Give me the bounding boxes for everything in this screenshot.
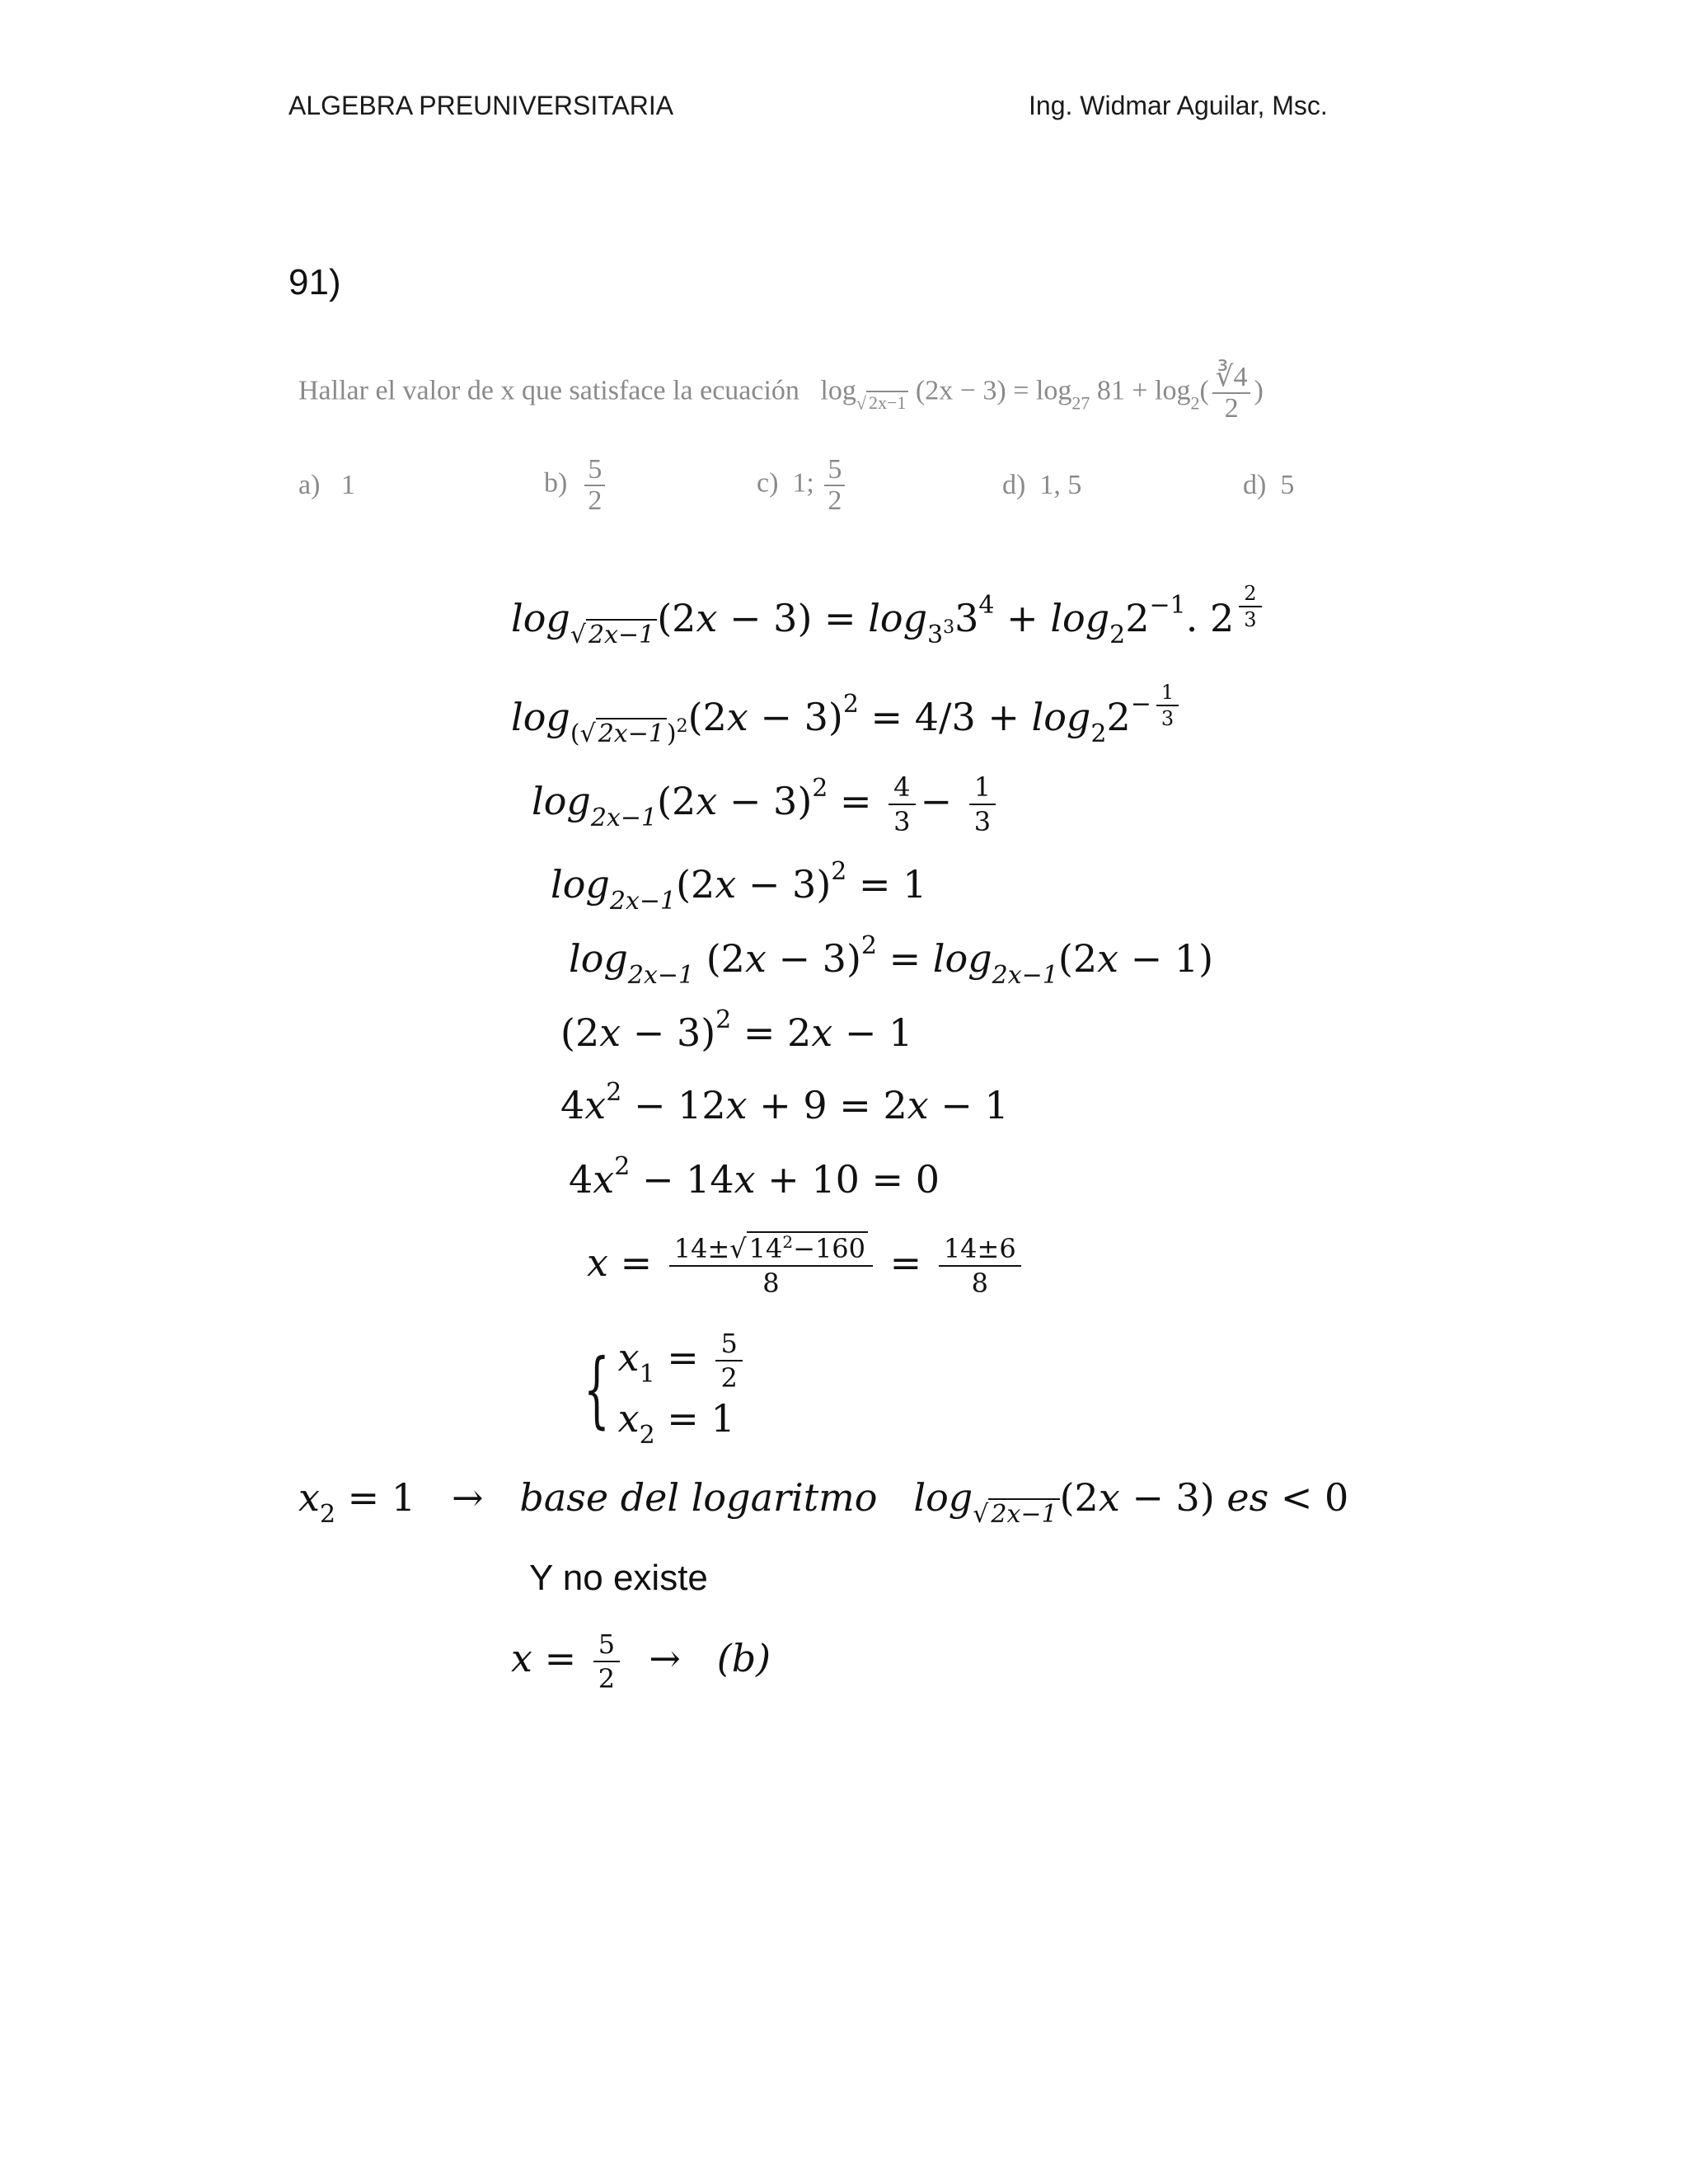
header-author: Ing. Widmar Aguilar, Msc. [1029, 91, 1328, 120]
base-text: base del logaritmo [519, 1475, 878, 1520]
final-answer: x = $\frac{5}{2}$ → (b) [511, 1629, 771, 1694]
discard-line: $x_2 = 1$ → base del logaritmo $\log_{√ 2x-1}(2x - 3)$ es < 0 [298, 1475, 1349, 1529]
option-c: c) 1; $\frac{5}{2}$ [757, 455, 848, 515]
solution-step-4: $\log_{2x-1}(2x - 3)^2 = 1$ [551, 857, 927, 916]
answer-choice: (b) [716, 1636, 771, 1680]
quadratic-formula: x = $\frac{14\pm√14^2-160}{8}$ = $\frac{14\pm 6}{8}$ [587, 1232, 1026, 1300]
solution-step-7: $4x^2 - 12x + 9 = 2x - 1$ [560, 1078, 1009, 1127]
option-a: a) 1 [298, 470, 355, 500]
conclusion-text: Y no existe [529, 1558, 708, 1598]
header-title: ALGEBRA PREUNIVERSITARIA [288, 91, 674, 120]
problem-number: 91) [288, 262, 341, 302]
solution-step-8: $4x^2 - 14x + 10 = 0$ [569, 1152, 940, 1202]
question-text: Hallar el valor de x que satisface la ecuación [298, 375, 799, 406]
solution-step-2: $\log_{(√ 2x-1 )^2}(2x - 3)^2 = 4/3 + \log_22^{- \frac{1}{3}}$ [511, 680, 1184, 748]
question-statement: Hallar el valor de x que satisface la ecuación $\log_{√ 2x-1} (2x - 3) = \log_{27} 81 + \log_2$( $\frac{∛4}{2}$ ) [298, 362, 1264, 424]
option-e: d) 5 [1243, 470, 1295, 500]
option-b: b) $\frac{5}{2}$ [544, 455, 608, 515]
solution-step-1: $\log_{√ 2x-1}(2x - 3) = \log_{3^3}3^4 + \log_22^{-1}$. 2 $^{\frac{2}{3}}$ [511, 581, 1267, 649]
solution-system: { $x_1$ = $\frac{5}{2}$ $x_2 = 1$ [584, 1327, 748, 1451]
solution-step-3: $\log_{2x-1}(2x - 3)^2$ = $\frac{4}{3}$ − $\frac{1}{3}$ [532, 771, 1001, 838]
option-d: d) 1, 5 [1002, 470, 1082, 500]
solution-step-6: $(2x - 3)^2 = 2x - 1$ [560, 1005, 913, 1055]
solution-step-5: $\log_{2x-1} (2x - 3)^2 = \log_{2x-1}(2x - 1)$ [569, 931, 1214, 990]
